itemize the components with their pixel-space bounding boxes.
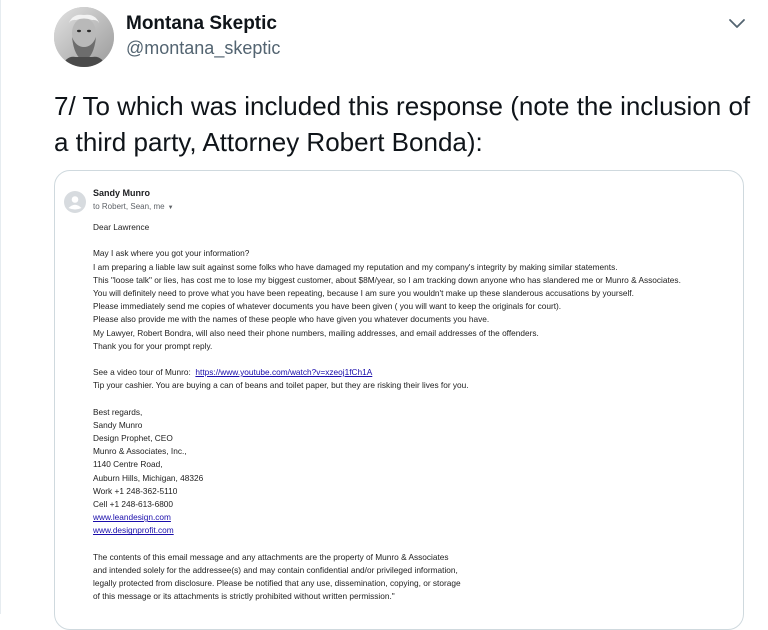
- body-line: May I ask where you got your information?: [93, 248, 250, 259]
- website-line: [93, 511, 738, 524]
- disclaimer-line: The contents of this email message and any attachments are the property of Munro & Associates: [93, 551, 449, 562]
- website-line: [93, 524, 738, 537]
- email-body: [93, 221, 738, 603]
- signature-line: Sandy Munro: [93, 419, 143, 430]
- body-line: My Lawyer, Robert Bondra, will also need their phone numbers, mailing addresses, and email addresses of the offenders.: [93, 327, 539, 338]
- greeting: Dear Lawrence: [93, 222, 150, 232]
- website-link[interactable]: www.designprofit.com: [93, 525, 174, 536]
- signature-line: Work +1 248-362-5110: [93, 485, 178, 496]
- disclaimer-line: of this message or its attachments is strictly prohibited without written permission.": [93, 591, 395, 602]
- disclaimer-line: legally protected from disclosure. Please be notified that any use, dissemination, copying, or storage: [93, 578, 461, 589]
- website-link[interactable]: www.leandesign.com: [93, 512, 171, 523]
- signature-line: Auburn Hills, Michigan, 48326: [93, 472, 204, 483]
- tweet-menu-button[interactable]: [726, 12, 748, 34]
- signature-line: 1140 Centre Road,: [93, 459, 163, 470]
- divider: [0, 0, 1, 614]
- recipients-text: to Robert, Sean, me: [93, 202, 165, 211]
- video-link[interactable]: https://www.youtube.com/watch?v=xzeoj1fCh1A: [195, 367, 373, 378]
- video-line: [93, 366, 738, 379]
- author-name[interactable]: Montana Skeptic: [126, 13, 277, 34]
- body-line: Thank you for your prompt reply.: [93, 340, 213, 351]
- signature-line: Design Prophet, CEO: [93, 433, 173, 443]
- caret-down-icon[interactable]: ▼: [167, 205, 174, 211]
- portrait-image: [54, 7, 114, 67]
- body-line: Please also provide me with the names of these people who have given you whatever documents you have.: [93, 314, 490, 325]
- body-line: I am preparing a liable law suit against some folks who have damaged my reputation and my company's integrity by making similar statements.: [93, 261, 618, 272]
- default-avatar-icon: [64, 191, 86, 213]
- body-line: You will definitely need to prove what you have been repeating, because I am sure you wouldn't make up these slanderous accusations by yourself.: [93, 287, 634, 298]
- author-handle[interactable]: @montana_skeptic: [126, 38, 281, 58]
- signature-line: Cell +1 248-613-6800: [93, 498, 174, 509]
- signature-line: Munro & Associates, Inc.,: [93, 446, 187, 457]
- body-line: Please immediately send me copies of whatever documents you have been given ( you will want to keep the originals for court).: [93, 301, 562, 312]
- email-screenshot-card[interactable]: [54, 170, 744, 630]
- tip-line: Tip your cashier. You are buying a can of beans and toilet paper, but they are risking their lives for you.: [93, 380, 469, 391]
- tweet-text: 7/ To which was included this response (note the inclusion of a third party, Attorney Robert Bonda):: [54, 91, 751, 157]
- signature-line: Best regards,: [93, 406, 143, 417]
- video-prefix: See a video tour of Munro:: [93, 367, 191, 378]
- chevron-down-icon: [726, 12, 748, 34]
- sender-name: Sandy Munro: [93, 188, 151, 198]
- disclaimer-line: and intended solely for the addressee(s) and may contain confidential and/or privileged information,: [93, 564, 458, 575]
- body-line: This "loose talk" or lies, has cost me to lose my biggest customer, about $8M/year, so I am tracking down anyone who has slandered me or Munro & Associates.: [93, 274, 681, 285]
- recipients[interactable]: [93, 200, 174, 215]
- avatar[interactable]: [54, 7, 114, 67]
